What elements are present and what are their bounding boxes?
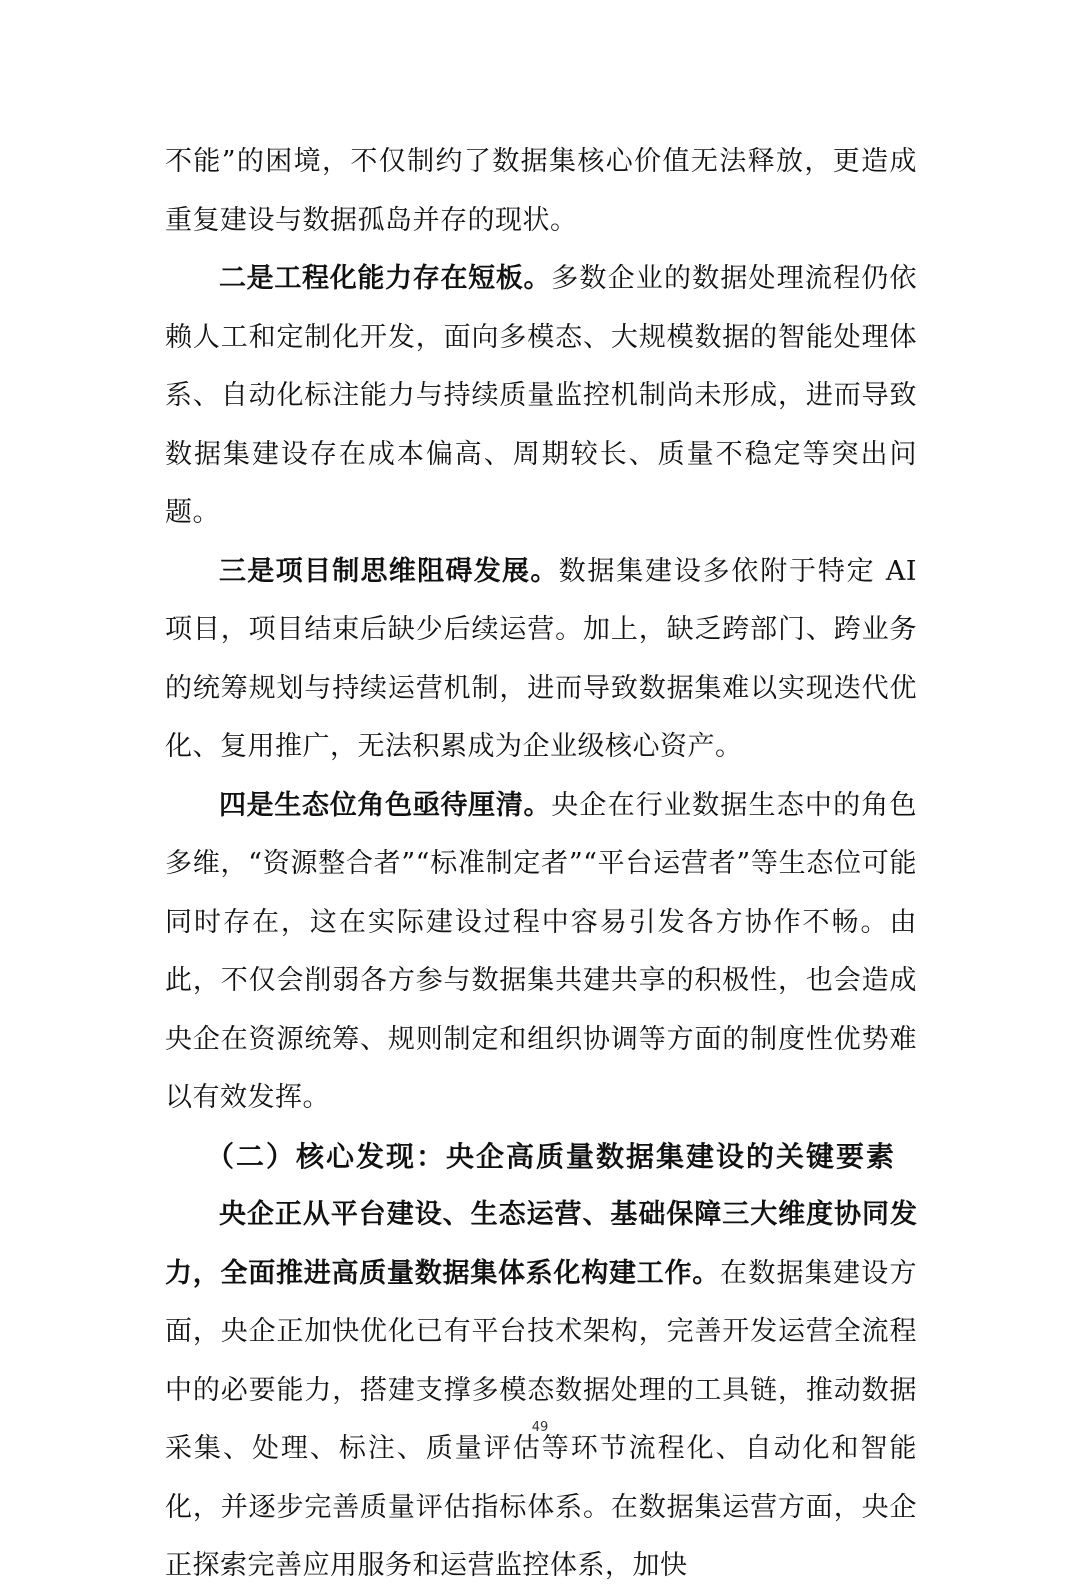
page-number: 49 xyxy=(531,1420,549,1435)
paragraph-text: 不能”的困境，不仅制约了数据集核心价值无法释放，更造成重复建设与数据孤岛并存的现状。 xyxy=(165,146,917,236)
section-heading: （二）核心发现：央企高质量数据集建设的关键要素 xyxy=(205,1139,896,1173)
paragraph-continuation xyxy=(165,133,917,250)
paragraph-lead: 央企正从平台建设、生态运营、基础保障三大维度协同发力，全面推进高质量数据集体系化构建工作。 xyxy=(165,1199,917,1289)
paragraph-text: 在数据集建设方面，央企正加快优化已有平台技术架构，完善开发运营全流程中的必要能力，搭建支撑多模态数据处理的工具链，推动数据采集、处理、标注、质量评估等环节流程化、自动化和智能化，并逐步完善质量评估指标体系。在数据集运营方面，央企正探索完善应用服务和运营监控体系，加快 xyxy=(165,1257,917,1581)
paragraph-text: 数据集建设多依附于特定 AI 项目，项目结束后缺少后续运营。加上，缺乏跨部门、跨业务的统筹规划与持续运营机制，进而导致数据集难以实现迭代优化、复用推广，无法积累成为企业级核心资产。 xyxy=(165,555,917,762)
paragraph-text: 多数企业的数据处理流程仍依赖人工和定制化开发，面向多模态、大规模数据的智能处理体系、自动化标注能力与持续质量监控机制尚未形成，进而导致数据集建设存在成本偏高、周期较长、质量不稳定等突出问题。 xyxy=(165,263,917,528)
paragraph-ecosystem-role xyxy=(165,777,917,1128)
paragraph-project-thinking xyxy=(165,543,917,777)
paragraph-lead: 二是工程化能力存在短板。 xyxy=(219,263,552,294)
paragraph-lead: 四是生态位角色亟待厘清。 xyxy=(219,789,552,821)
paragraph-text: 央企在行业数据生态中的角色多维，“资源整合者”“标准制定者”“平台运营者”等生态位可能同时存在，这在实际建设过程中容易引发各方协作不畅。由此，不仅会削弱各方参与数据集共建共享的积极性，也会造成央企在资源统筹、规则制定和组织协调等方面的制度性优势难以有效发挥。 xyxy=(165,789,917,1113)
paragraph-engineering-capability xyxy=(165,250,917,543)
paragraph-lead: 三是项目制思维阻碍发展。 xyxy=(219,555,559,587)
paragraph-key-findings xyxy=(165,1186,917,1596)
page-body xyxy=(165,133,917,1596)
